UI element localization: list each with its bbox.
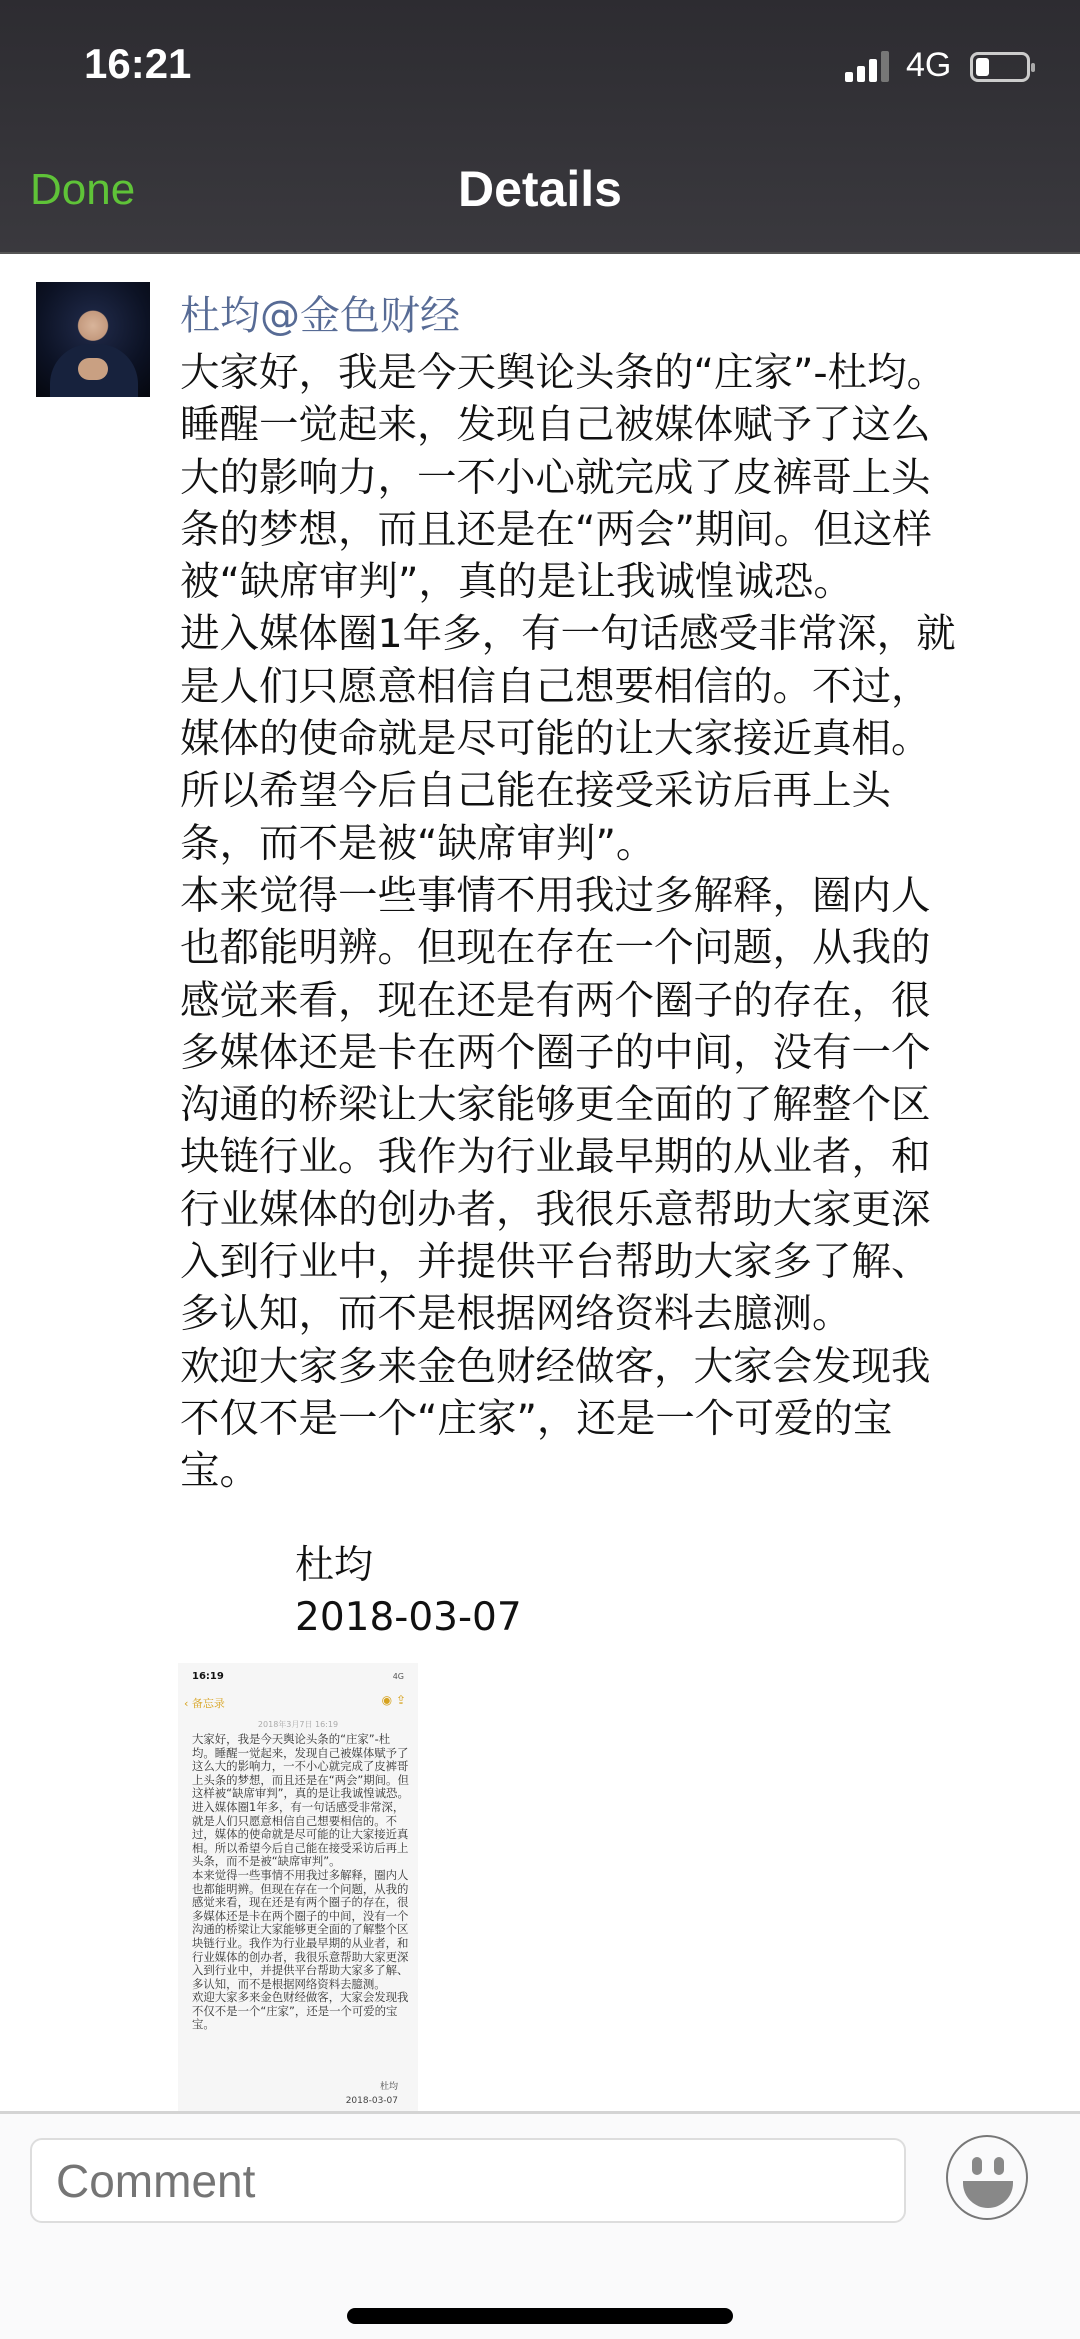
thumb-note-body bbox=[192, 1733, 412, 2032]
post-line: 欢迎大家多来金色财经做客，大家会发现我 bbox=[180, 1343, 931, 1390]
post-line: 本来觉得一些事情不用我过多解释，圈内人 bbox=[180, 872, 931, 919]
signal-icon bbox=[845, 50, 895, 82]
thumb-paragraph: 欢迎大家多来金色财经做客，大家会发现我不仅不是一个“庄家”，还是一个可爱的宝宝。 bbox=[192, 1990, 409, 2032]
thumb-back-label: 备忘录 bbox=[191, 1697, 225, 1710]
signature bbox=[295, 1540, 522, 1644]
emoji-icon[interactable] bbox=[946, 2135, 1028, 2220]
post-line: 条，而不是被“缺席审判”。 bbox=[180, 820, 656, 867]
thumb-back: ‹ 备忘录 bbox=[184, 1697, 225, 1710]
post-line: 大家好，我是今天舆论头条的“庄家”-杜均。 bbox=[180, 350, 947, 396]
post-line: 媒体的使命就是尽可能的让大家接近真相。 bbox=[180, 716, 931, 763]
status-time: 16:21 bbox=[84, 40, 192, 87]
avatar[interactable] bbox=[36, 282, 150, 397]
thumb-paragraph: 进入媒体圈1年多，有一句话感受非常深，就是人们只愿意相信自己想要相信的。不过，媒体的使命就是尽可能的让大家接近真相。所以希望今后自己能在接受采访后再上头条，而不是被“缺席审判”。 bbox=[192, 1799, 409, 1869]
page-title: Details bbox=[458, 161, 622, 217]
post-line: 宝。 bbox=[180, 1448, 259, 1495]
comment-input[interactable] bbox=[30, 2138, 906, 2223]
post-line: 条的梦想，而且还是在“两会”期间。但这样 bbox=[180, 506, 932, 553]
author-name[interactable]: 杜均@金色财经 bbox=[180, 293, 460, 339]
thumb-share-icon: ◉ ⇪ bbox=[381, 1693, 406, 1707]
thumb-signature bbox=[346, 2080, 398, 2108]
thumb-note-date: 2018年3月7日 16:19 bbox=[257, 1720, 339, 1729]
post-line: 大的影响力，一不小心就完成了皮裤哥上头 bbox=[180, 454, 931, 501]
post-line: 睡醒一觉起来，发现自己被媒体赋予了这么 bbox=[180, 402, 931, 449]
battery-icon bbox=[970, 52, 1030, 82]
thumb-time: 16:19 bbox=[192, 1671, 224, 1682]
post-line: 感觉来看，现在还是有两个圈子的存在，很 bbox=[180, 977, 931, 1024]
post-line: 进入媒体圈1年多，有一句话感受非常深，就 bbox=[180, 611, 956, 658]
post-line: 沟通的桥梁让大家能够更全面的了解整个区 bbox=[180, 1082, 931, 1129]
nav-header bbox=[0, 0, 1080, 254]
post-line: 所以希望今后自己能在接受采访后再上头 bbox=[180, 768, 891, 815]
thumb-paragraph: 本来觉得一些事情不用我过多解释，圈内人也都能明辨。但现在存在一个问题，从我的感觉来看，现在还是有两个圈子的存在，很多媒体还是卡在两个圈子的中间，没有一个沟通的桥梁让大家能够更全面的了解整个区块链行业。我作为行业最早期的从业者，和行业媒体的创办者，我很乐意帮助大家更深入到行业中，并提供平台帮助大家多了解、多认知，而不是根据网络资料去臆测。 bbox=[192, 1867, 409, 1991]
thumb-paragraph: 大家好，我是今天舆论头条的“庄家”-杜均。睡醒一觉起来，发现自己被媒体赋予了这么大的影响力，一不小心就完成了皮裤哥上头条的梦想，而且还是在“两会”期间。但这样被“缺席审判”，真的是让我诚惶诚恐。 bbox=[192, 1732, 409, 1801]
post-line: 不仅不是一个“庄家”，还是一个可爱的宝 bbox=[180, 1395, 893, 1442]
post-line: 也都能明辨。但现在存在一个问题，从我的 bbox=[180, 925, 931, 972]
signature-name: 杜均 bbox=[295, 1543, 374, 1588]
post-line: 块链行业。我作为行业最早期的从业者，和 bbox=[180, 1134, 931, 1181]
post-line: 是人们只愿意相信自己想要相信的。不过， bbox=[180, 663, 931, 710]
signature-date: 2018-03-07 bbox=[295, 1595, 522, 1640]
done-button[interactable]: Done bbox=[30, 165, 136, 214]
post-text bbox=[180, 347, 956, 1498]
post-line: 多认知，而不是根据网络资料去臆测。 bbox=[180, 1291, 852, 1338]
thumb-signature-name: 杜均 bbox=[379, 2082, 398, 2092]
network-type: 4G bbox=[906, 46, 952, 84]
post-line: 行业媒体的创办者，我很乐意帮助大家更深 bbox=[180, 1186, 931, 1233]
post-image-thumbnail[interactable] bbox=[178, 1663, 418, 2111]
post-line: 被“缺席审判”，真的是让我诚惶诚恐。 bbox=[180, 559, 853, 606]
post-line: 多媒体还是卡在两个圈子的中间，没有一个 bbox=[180, 1029, 931, 1076]
thumb-signature-date: 2018-03-07 bbox=[345, 2096, 398, 2106]
post-line: 入到行业中，并提供平台帮助大家多了解、 bbox=[180, 1239, 931, 1286]
thumb-network: 4G bbox=[392, 1672, 404, 1681]
home-indicator[interactable] bbox=[347, 2308, 733, 2324]
